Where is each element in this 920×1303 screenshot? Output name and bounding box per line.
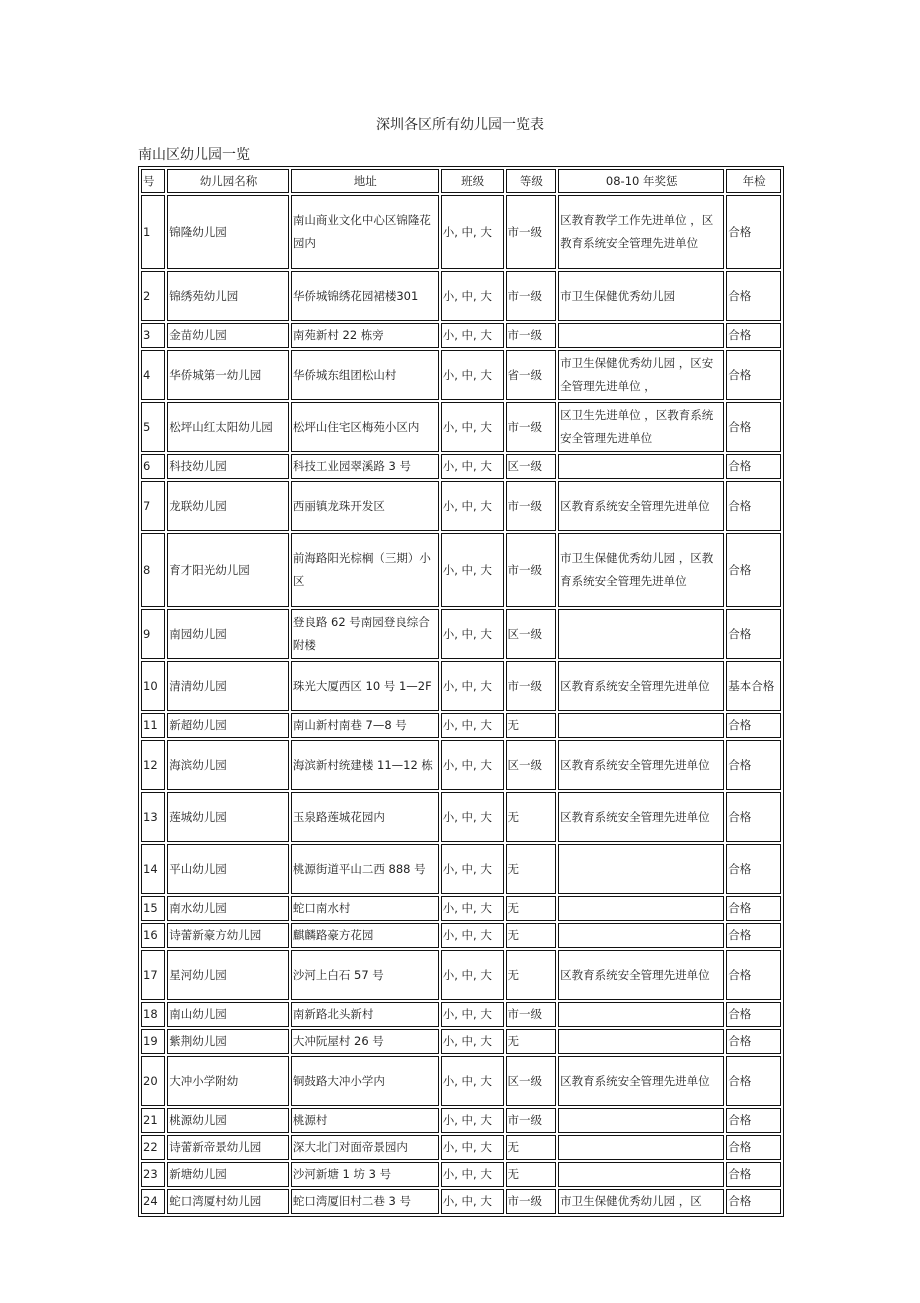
row-no: 5 (141, 402, 165, 452)
row-awards: 区教育系统安全管理先进单位 (558, 740, 724, 790)
header-level: 等级 (506, 169, 557, 193)
row-awards (558, 1162, 724, 1187)
row-inspection: 合格 (726, 481, 781, 531)
row-inspection: 合格 (726, 1162, 781, 1187)
row-inspection: 合格 (726, 454, 781, 479)
row-inspection: 合格 (726, 1029, 781, 1054)
table-row (141, 923, 781, 948)
row-classes: 小, 中, 大 (441, 1029, 504, 1054)
row-inspection: 合格 (726, 713, 781, 738)
row-inspection: 合格 (726, 1002, 781, 1027)
row-name: 大冲小学附幼 (167, 1056, 289, 1106)
row-awards (558, 454, 724, 479)
row-awards: 区教育系统安全管理先进单位 (558, 481, 724, 531)
row-level: 市一级 (506, 323, 557, 348)
table-row (141, 195, 781, 269)
row-level: 无 (506, 1029, 557, 1054)
table-row (141, 323, 781, 348)
row-no: 11 (141, 713, 165, 738)
row-level: 无 (506, 713, 557, 738)
row-level: 市一级 (506, 1189, 557, 1214)
row-address: 松坪山住宅区梅苑小区内 (291, 402, 439, 452)
row-name: 金苗幼儿园 (167, 323, 289, 348)
row-awards (558, 323, 724, 348)
row-inspection: 合格 (726, 923, 781, 948)
row-classes: 小, 中, 大 (441, 609, 504, 659)
row-name: 华侨城第一幼儿园 (167, 350, 289, 400)
table-row (141, 481, 781, 531)
row-level: 无 (506, 923, 557, 948)
row-address: 华侨城东组团松山村 (291, 350, 439, 400)
row-awards (558, 1029, 724, 1054)
row-name: 紫荆幼儿园 (167, 1029, 289, 1054)
row-level: 市一级 (506, 195, 557, 269)
row-address: 蛇口湾厦旧村二巷 3 号 (291, 1189, 439, 1214)
row-classes: 小, 中, 大 (441, 1135, 504, 1160)
row-level: 省一级 (506, 350, 557, 400)
row-address: 沙河新塘 1 坊 3 号 (291, 1162, 439, 1187)
row-level: 无 (506, 844, 557, 894)
row-no: 12 (141, 740, 165, 790)
row-name: 新超幼儿园 (167, 713, 289, 738)
document-title: 深圳各区所有幼儿园一览表 (376, 117, 544, 133)
row-name: 桃源幼儿园 (167, 1108, 289, 1133)
row-address: 西丽镇龙珠开发区 (291, 481, 439, 531)
row-no: 18 (141, 1002, 165, 1027)
row-no: 8 (141, 533, 165, 607)
row-no: 23 (141, 1162, 165, 1187)
row-level: 区一级 (506, 454, 557, 479)
row-awards: 市卫生保健优秀幼儿园 ，区 (558, 1189, 724, 1214)
row-level: 无 (506, 1135, 557, 1160)
row-name: 南水幼儿园 (167, 896, 289, 921)
row-level: 市一级 (506, 1002, 557, 1027)
row-name: 蛇口湾厦村幼儿园 (167, 1189, 289, 1214)
row-awards: 区教育系统安全管理先进单位 (558, 661, 724, 711)
row-address: 南新路北头新村 (291, 1002, 439, 1027)
table-row (141, 533, 781, 607)
row-inspection: 合格 (726, 844, 781, 894)
table-row (141, 950, 781, 1000)
row-address: 海滨新村统建楼 11—12 栋 (291, 740, 439, 790)
row-address: 登良路 62 号南园登良综合附楼 (291, 609, 439, 659)
row-level: 无 (506, 1162, 557, 1187)
row-awards (558, 1135, 724, 1160)
row-name: 松坪山红太阳幼儿园 (167, 402, 289, 452)
table-row (141, 1002, 781, 1027)
row-no: 7 (141, 481, 165, 531)
table-row (141, 271, 781, 321)
table-row (141, 1029, 781, 1054)
row-classes: 小, 中, 大 (441, 661, 504, 711)
row-level: 市一级 (506, 481, 557, 531)
row-no: 3 (141, 323, 165, 348)
row-no: 13 (141, 792, 165, 842)
row-inspection: 合格 (726, 792, 781, 842)
row-address: 蛇口南水村 (291, 896, 439, 921)
row-inspection: 合格 (726, 533, 781, 607)
row-classes: 小, 中, 大 (441, 271, 504, 321)
row-awards: 区教育教学工作先进单位 ，区教育系统安全管理先进单位 (558, 195, 724, 269)
row-address: 南苑新村 22 栋旁 (291, 323, 439, 348)
row-classes: 小, 中, 大 (441, 844, 504, 894)
row-name: 平山幼儿园 (167, 844, 289, 894)
row-inspection: 合格 (726, 323, 781, 348)
row-no: 10 (141, 661, 165, 711)
row-name: 莲城幼儿园 (167, 792, 289, 842)
row-address: 珠光大厦西区 10 号 1—2F (291, 661, 439, 711)
row-classes: 小, 中, 大 (441, 1189, 504, 1214)
table-row (141, 1162, 781, 1187)
row-inspection: 合格 (726, 896, 781, 921)
header-awards: 08-10 年奖惩 (558, 169, 724, 193)
header-inspection: 年检 (726, 169, 781, 193)
row-classes: 小, 中, 大 (441, 1056, 504, 1106)
row-classes: 小, 中, 大 (441, 1108, 504, 1133)
row-address: 前海路阳光棕榈（三期）小区 (291, 533, 439, 607)
row-classes: 小, 中, 大 (441, 350, 504, 400)
row-name: 科技幼儿园 (167, 454, 289, 479)
row-no: 15 (141, 896, 165, 921)
row-name: 锦绣苑幼儿园 (167, 271, 289, 321)
row-awards: 区教育系统安全管理先进单位 (558, 950, 724, 1000)
row-classes: 小, 中, 大 (441, 740, 504, 790)
row-name: 星河幼儿园 (167, 950, 289, 1000)
row-classes: 小, 中, 大 (441, 1002, 504, 1027)
table-row (141, 1189, 781, 1214)
row-name: 育才阳光幼儿园 (167, 533, 289, 607)
table-body (141, 195, 781, 1214)
row-inspection: 合格 (726, 740, 781, 790)
row-classes: 小, 中, 大 (441, 323, 504, 348)
row-address: 华侨城锦绣花园裙楼301 (291, 271, 439, 321)
row-no: 9 (141, 609, 165, 659)
row-name: 新塘幼儿园 (167, 1162, 289, 1187)
row-name: 清清幼儿园 (167, 661, 289, 711)
header-no: 号 (141, 169, 165, 193)
row-awards (558, 844, 724, 894)
table-row (141, 661, 781, 711)
row-name: 龙联幼儿园 (167, 481, 289, 531)
row-address: 深大北门对面帝景园内 (291, 1135, 439, 1160)
row-classes: 小, 中, 大 (441, 896, 504, 921)
header-address: 地址 (291, 169, 439, 193)
row-awards (558, 896, 724, 921)
row-address: 大冲阮屋村 26 号 (291, 1029, 439, 1054)
row-no: 24 (141, 1189, 165, 1214)
row-inspection: 合格 (726, 1108, 781, 1133)
row-level: 市一级 (506, 271, 557, 321)
table-header-row (141, 169, 781, 193)
row-no: 14 (141, 844, 165, 894)
table-row (141, 454, 781, 479)
table-row (141, 713, 781, 738)
row-no: 19 (141, 1029, 165, 1054)
table-row (141, 896, 781, 921)
row-no: 17 (141, 950, 165, 1000)
table-row (141, 844, 781, 894)
row-classes: 小, 中, 大 (441, 402, 504, 452)
row-inspection: 合格 (726, 950, 781, 1000)
table-row (141, 1056, 781, 1106)
row-level: 市一级 (506, 402, 557, 452)
row-name: 诗蕾新豪方幼儿园 (167, 923, 289, 948)
row-classes: 小, 中, 大 (441, 792, 504, 842)
row-level: 市一级 (506, 661, 557, 711)
row-classes: 小, 中, 大 (441, 481, 504, 531)
header-name: 幼儿园名称 (167, 169, 289, 193)
row-no: 1 (141, 195, 165, 269)
row-awards (558, 923, 724, 948)
row-no: 20 (141, 1056, 165, 1106)
row-level: 区一级 (506, 740, 557, 790)
row-classes: 小, 中, 大 (441, 950, 504, 1000)
row-no: 21 (141, 1108, 165, 1133)
row-no: 4 (141, 350, 165, 400)
row-awards (558, 713, 724, 738)
row-address: 麒麟路豪方花园 (291, 923, 439, 948)
row-level: 市一级 (506, 1108, 557, 1133)
row-inspection: 合格 (726, 271, 781, 321)
row-awards (558, 1002, 724, 1027)
header-classes: 班级 (441, 169, 504, 193)
table-row (141, 1108, 781, 1133)
table-row (141, 792, 781, 842)
table-row (141, 740, 781, 790)
row-name: 海滨幼儿园 (167, 740, 289, 790)
row-name: 诗蕾新帝景幼儿园 (167, 1135, 289, 1160)
row-classes: 小, 中, 大 (441, 713, 504, 738)
row-classes: 小, 中, 大 (441, 533, 504, 607)
row-awards (558, 609, 724, 659)
row-no: 22 (141, 1135, 165, 1160)
row-inspection: 基本合格 (726, 661, 781, 711)
row-address: 玉泉路莲城花园内 (291, 792, 439, 842)
row-level: 无 (506, 792, 557, 842)
row-inspection: 合格 (726, 609, 781, 659)
row-awards: 区教育系统安全管理先进单位 (558, 1056, 724, 1106)
row-inspection: 合格 (726, 195, 781, 269)
row-address: 南山商业文化中心区锦隆花园内 (291, 195, 439, 269)
row-level: 市一级 (506, 533, 557, 607)
row-no: 2 (141, 271, 165, 321)
row-level: 无 (506, 896, 557, 921)
kindergarten-table (138, 166, 784, 1217)
row-no: 6 (141, 454, 165, 479)
row-awards: 市卫生保健优秀幼儿园 ，区教育系统安全管理先进单位 (558, 533, 724, 607)
row-inspection: 合格 (726, 1056, 781, 1106)
row-awards: 市卫生保健优秀幼儿园 ，区安全管理先进单位 ， (558, 350, 724, 400)
row-awards: 市卫生保健优秀幼儿园 (558, 271, 724, 321)
row-address: 桃源街道平山二西 888 号 (291, 844, 439, 894)
row-address: 南山新村南巷 7—8 号 (291, 713, 439, 738)
row-inspection: 合格 (726, 1135, 781, 1160)
row-address: 科技工业园翠溪路 3 号 (291, 454, 439, 479)
row-level: 区一级 (506, 1056, 557, 1106)
table-row (141, 609, 781, 659)
table-row (141, 350, 781, 400)
section-title: 南山区幼儿园一览 (138, 147, 250, 163)
row-address: 沙河上白石 57 号 (291, 950, 439, 1000)
table-row (141, 1135, 781, 1160)
row-awards: 区教育系统安全管理先进单位 (558, 792, 724, 842)
row-name: 南园幼儿园 (167, 609, 289, 659)
row-address: 铜鼓路大冲小学内 (291, 1056, 439, 1106)
row-classes: 小, 中, 大 (441, 454, 504, 479)
row-address: 桃源村 (291, 1108, 439, 1133)
row-inspection: 合格 (726, 350, 781, 400)
row-name: 锦隆幼儿园 (167, 195, 289, 269)
row-classes: 小, 中, 大 (441, 1162, 504, 1187)
row-classes: 小, 中, 大 (441, 923, 504, 948)
row-name: 南山幼儿园 (167, 1002, 289, 1027)
row-awards (558, 1108, 724, 1133)
row-awards: 区卫生先进单位 ，区教育系统安全管理先进单位 (558, 402, 724, 452)
row-inspection: 合格 (726, 1189, 781, 1214)
row-level: 无 (506, 950, 557, 1000)
row-no: 16 (141, 923, 165, 948)
row-inspection: 合格 (726, 402, 781, 452)
row-classes: 小, 中, 大 (441, 195, 504, 269)
table-row (141, 402, 781, 452)
row-level: 区一级 (506, 609, 557, 659)
